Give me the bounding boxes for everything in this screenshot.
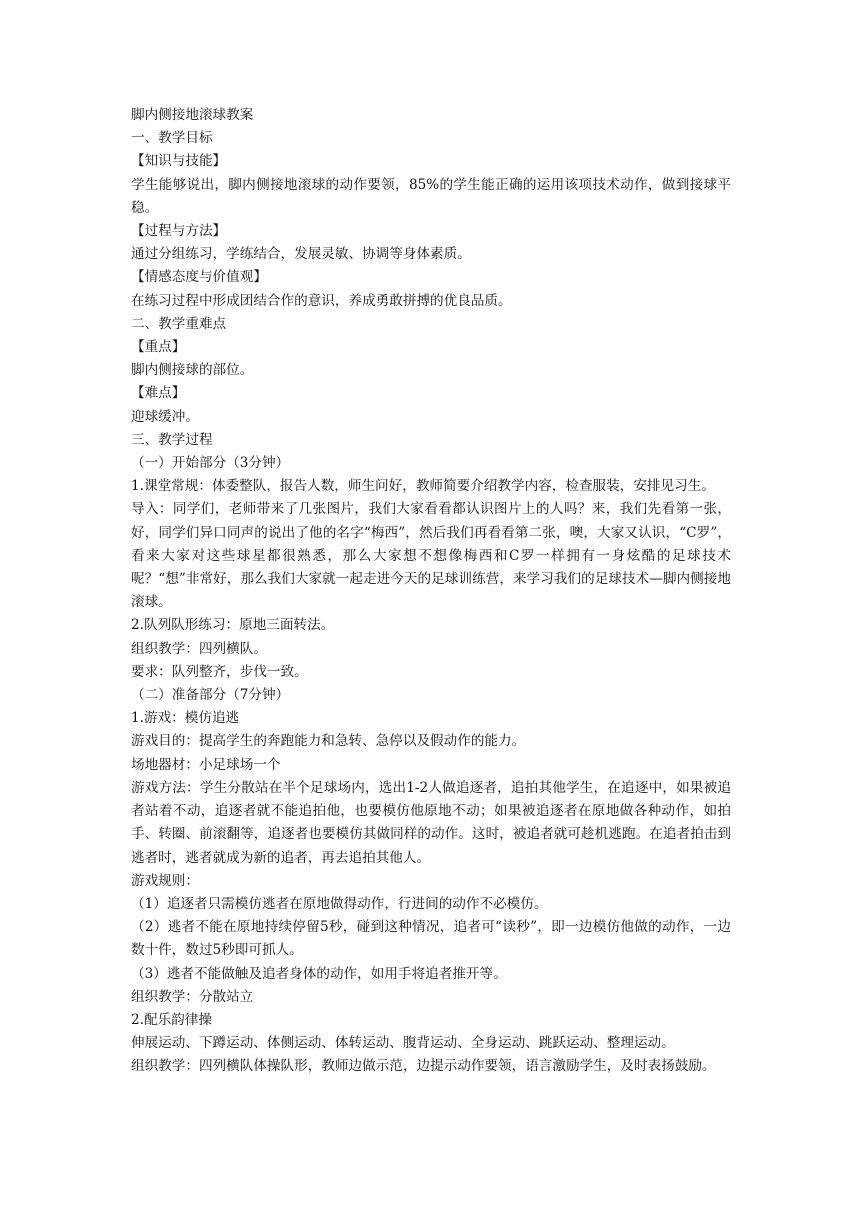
paragraph: 迎球缓冲。: [131, 408, 199, 425]
document-body: [131, 104, 731, 1079]
paragraph: （2）逃者不能在原地持续停留5秒，碰到这种情况，追者可“读秒”，即一边模仿他做的动作，一边数十件，数过5秒即可抓人。: [131, 919, 731, 959]
heading-key-difficult-points: 二、教学重难点: [131, 315, 227, 332]
paragraph: 游戏方法：学生分散站在半个足球场内，选出1-2人做追逐者，追拍其他学生，在追逐中，如果被追者站着不动，追逐者就不能追拍他，也要模仿他原地不动；如果被追逐者在原地做各种动作，如拍手、转圈、前滚翻等，追逐者也要模仿其做同样的动作。这时，被追者就可趁机逃跑。在追者拍击到逃者时，逃者就成为新的追者，再去追拍其他人。: [131, 779, 731, 866]
section-start: （一）开始部分（3分钟）: [131, 455, 290, 472]
subheading-key-point: 【重点】: [131, 339, 186, 356]
heading-teaching-process: 三、教学过程: [131, 431, 213, 448]
subheading-knowledge-skills: 【知识与技能】: [131, 153, 227, 170]
paragraph: 要求：队列整齐，步伐一致。: [131, 663, 308, 680]
paragraph: 游戏规则：: [131, 872, 199, 889]
paragraph: 组织教学：四列横队体操队形，教师边做示范，边提示动作要领，语言激励学生，及时表扬鼓励。: [131, 1058, 716, 1075]
paragraph: 学生能够说出，脚内侧接地滚球的动作要领，85%的学生能正确的运用该项技术动作，做到接球平稳。: [131, 176, 731, 216]
paragraph: 导入：同学们，老师带来了几张图片，我们大家看看都认识图片上的人吗？来，我们先看第一张，好，同学们异口同声的说出了他的名字“梅西”，然后我们再看看第二张，噢，大家又认识，“C罗”，看来大家对这些球星都很熟悉，那么大家想不想像梅西和C罗一样拥有一身炫酷的足球技术呢？“想”非常好，那么我们大家就一起走进今天的足球训练营，来学习我们的足球技术—脚内侧接地滚球。: [131, 501, 731, 611]
paragraph: 2.队列队形练习：原地三面转法。: [131, 617, 335, 634]
paragraph: 通过分组练习，学练结合，发展灵敏、协调等身体素质。: [131, 246, 471, 263]
subheading-emotion-values: 【情感态度与价值观】: [131, 269, 267, 286]
subheading-difficult-point: 【难点】: [131, 385, 186, 402]
heading-objectives: 一、教学目标: [131, 130, 213, 147]
paragraph: 游戏目的：提高学生的奔跑能力和急转、急停以及假动作的能力。: [131, 733, 526, 750]
subheading-process-method: 【过程与方法】: [131, 223, 227, 240]
section-preparation: （二）准备部分（7分钟）: [131, 687, 290, 704]
paragraph: （1）追逐者只需模仿逃者在原地做得动作，行进间的动作不必模仿。: [131, 895, 548, 912]
document-title: 脚内侧接地滚球教案: [131, 107, 254, 123]
paragraph: 在练习过程中形成团结合作的意识，养成勇敢拼搏的优良品质。: [131, 292, 512, 309]
paragraph: 场地器材：小足球场一个: [131, 756, 281, 773]
paragraph: 脚内侧接球的部位。: [131, 362, 254, 379]
paragraph: 组织教学：四列横队。: [131, 640, 267, 657]
paragraph: （3）逃者不能做触及追者身体的动作，如用手将追者推开等。: [131, 965, 507, 982]
paragraph: 2.配乐韵律操: [131, 1011, 212, 1028]
paragraph: 1.游戏：模仿追逃: [131, 710, 240, 727]
paragraph: 伸展运动、下蹲运动、体侧运动、体转运动、腹背运动、全身运动、跳跃运动、整理运动。: [131, 1035, 675, 1052]
paragraph: 1.课堂常规：体委整队，报告人数，师生问好，教师简要介绍教学内容，检查服装，安排见习生。: [131, 478, 715, 495]
paragraph: 组织教学：分散站立: [131, 988, 254, 1005]
